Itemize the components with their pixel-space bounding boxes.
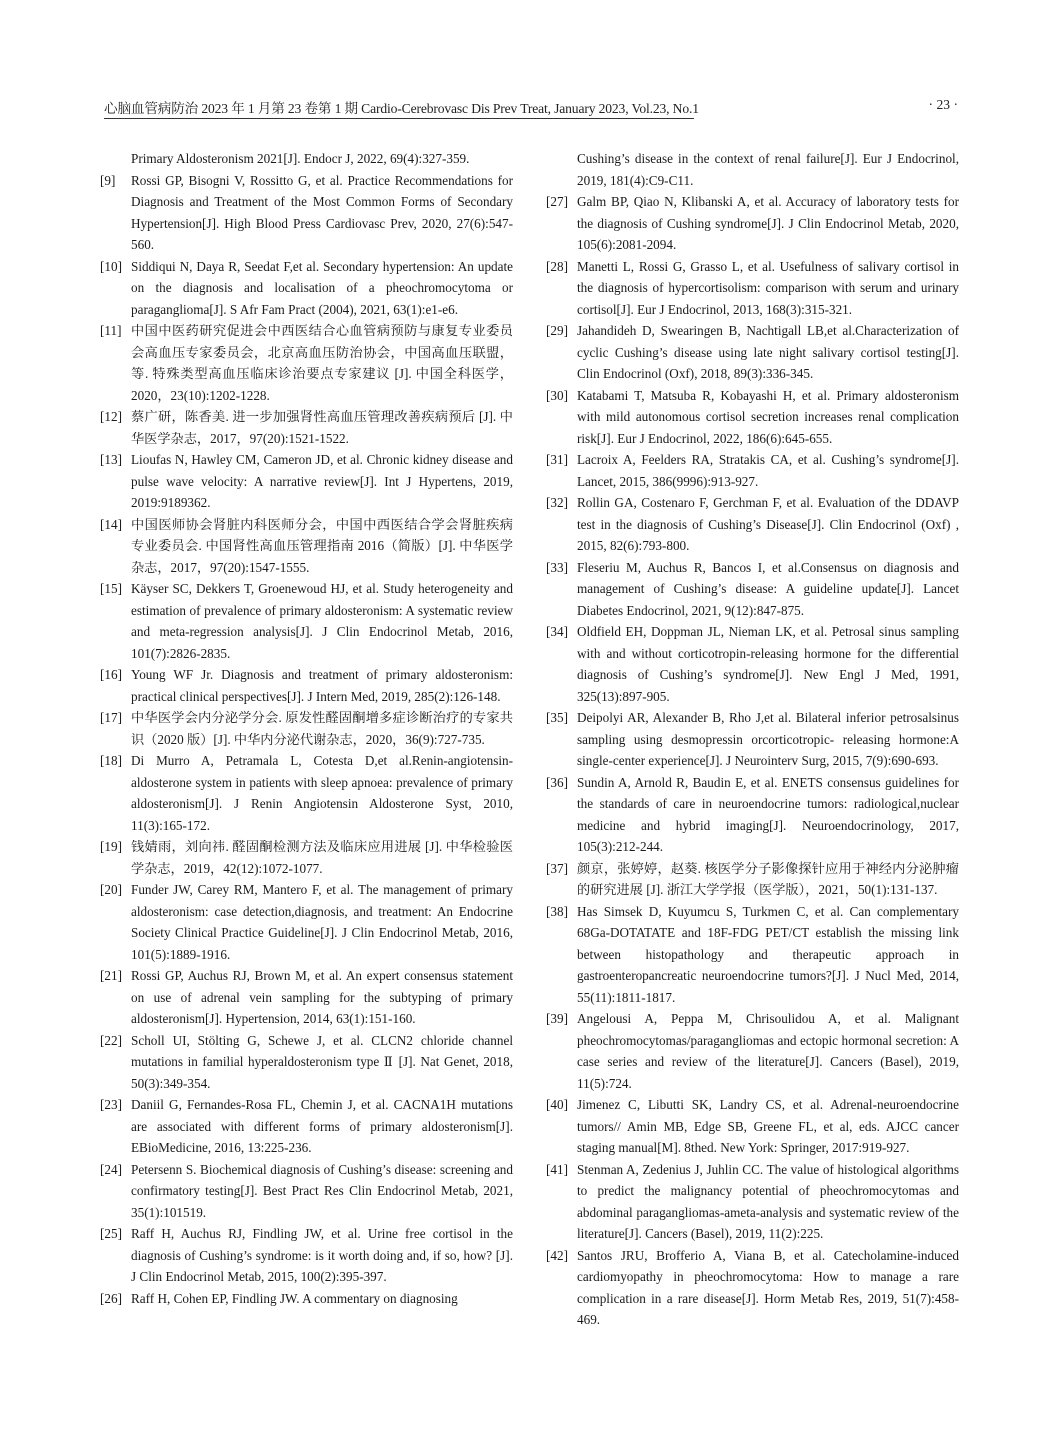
reference-entry [546, 621, 959, 707]
reference-number: [41] [546, 1161, 568, 1177]
reference-entry [100, 514, 513, 579]
reference-number: [29] [546, 323, 568, 338]
reference-number: [16] [100, 667, 122, 682]
reference-number: [33] [546, 559, 568, 575]
reference-number: [24] [100, 1161, 122, 1177]
reference-text: Cushing’s disease in the context of renal failure[J]. Eur J Endocrinol, 2019, 181(4):C9-C11. [577, 151, 959, 188]
reference-entry [546, 1094, 959, 1159]
journal-header: 心脑血管病防治 2023 年 1 月第 23 卷第 1 期 Cardio-Cerebrovasc Dis Prev Treat, January 2023, Vol.23, No.1 [104, 101, 699, 116]
reference-text: 中国中医药研究促进会中西医结合心血管病预防与康复专业委员会高血压专家委员会，北京高血压防治协会，中国高血压联盟，等. 特殊类型高血压临床诊治要点专家建议 [J]. 中国全科医学，2020，23(10):1202-1228. [131, 323, 513, 403]
reference-text: Funder JW, Carey RM, Mantero F, et al. The management of primary aldosteronism: case detection,diagnosis, and treatment: An Endocrine Society Clinical Practice Guideline[J]. J Clin Endocrinol Metab, 2016, 101(5):1889-1916. [131, 882, 513, 962]
reference-number: [31] [546, 452, 568, 467]
reference-entry [546, 256, 959, 321]
reference-text: Petersenn S. Biochemical diagnosis of Cushing’s disease: screening and confirmatory testing[J]. Best Pract Res Clin Endocrinol Metab, 2021, 35(1):101519. [131, 1161, 513, 1220]
reference-number: [22] [100, 1032, 122, 1048]
reference-number: [37] [546, 860, 568, 876]
reference-text: Has Simsek D, Kuyumcu S, Turkmen C, et al. Can complementary 68Ga-DOTATATE and 18F-FDG PET/CT establish the missing link between histopathology and therapeutic approach in gastroenteropancreatic neuroendocrine tumors?[J]. J Nucl Med, 2014, 55(11):1811-1817. [577, 903, 959, 1005]
reference-entry [100, 320, 513, 406]
reference-number: [21] [100, 968, 122, 983]
reference-number: [17] [100, 710, 122, 725]
reference-entry [546, 385, 959, 450]
reference-text: Primary Aldosteronism 2021[J]. Endocr J, 2022, 69(4):327-359. [131, 151, 470, 166]
reference-text: Scholl UI, Stölting G, Schewe J, et al. CLCN2 chloride channel mutations in familial hyperaldosteronism type Ⅱ [J]. Nat Genet, 2018, 50(3):349-354. [131, 1032, 513, 1091]
reference-entry [100, 965, 513, 1030]
reference-number: [14] [100, 516, 122, 532]
reference-text: 蔡广研，陈香美. 进一步加强肾性高血压管理改善疾病预后 [J]. 中华医学杂志，2017，97(20):1521-1522. [131, 409, 513, 446]
reference-entry [100, 148, 513, 170]
right-column [546, 148, 959, 1331]
reference-entry [100, 750, 513, 836]
reference-entry [100, 707, 513, 750]
reference-number: [10] [100, 258, 122, 274]
reference-text: Oldfield EH, Doppman JL, Nieman LK, et al. Petrosal sinus sampling with and without corticotropin-releasing hormone for the differential diagnosis of Cushing’s syndrome[J]. New Engl J Med, 1991, 325(13):897-905. [577, 624, 959, 704]
reference-text: Manetti L, Rossi G, Grasso L, et al. Usefulness of salivary cortisol in the diagnosis of hypercortisolism: comparison with serum and urinary cortisol[J]. Eur J Endocrinol, 2013, 168(3):315-321. [577, 258, 959, 317]
reference-entry [100, 256, 513, 321]
reference-text: Katabami T, Matsuba R, Kobayashi H, et al. Primary aldosteronism with mild autonomous cortisol secretion increases renal complication risk[J]. Eur J Endocrinol, 2022, 186(6):645-655. [577, 387, 959, 446]
reference-entry [100, 836, 513, 879]
reference-text: Young WF Jr. Diagnosis and treatment of primary aldosteronism: practical clinical perspectives[J]. J Intern Med, 2019, 285(2):126-148. [131, 667, 513, 704]
reference-entry [100, 1223, 513, 1288]
reference-number: [26] [100, 1290, 122, 1306]
reference-entry [546, 320, 959, 385]
reference-text: Jimenez C, Libutti SK, Landry CS, et al. Adrenal-neuroendocrine tumors// Amin MB, Edge SB, Greene FL, et al, eds. AJCC cancer staging manual[M]. 8thed. New York: Springer, 2017:919-927. [577, 1097, 959, 1155]
reference-number: [35] [546, 710, 568, 725]
reference-number: [9] [100, 172, 116, 188]
reference-text: Käyser SC, Dekkers T, Groenewoud HJ, et al. Study heterogeneity and estimation of prevalence of primary aldosteronism: A systematic review and meta-regression analysis[J]. J Clin Endocrinol Metab, 2016, 101(7):2826-2835. [131, 581, 513, 661]
header-rule [104, 118, 694, 119]
reference-number: [23] [100, 1097, 122, 1112]
reference-number: [11] [100, 323, 122, 338]
reference-text: 中华医学会内分泌学分会. 原发性醛固酮增多症诊断治疗的专家共识（2020 版）[J]. 中华内分泌代谢杂志，2020，36(9):727-735. [131, 710, 513, 747]
reference-number: [36] [546, 774, 568, 790]
reference-text: Stenman A, Zedenius J, Juhlin CC. The value of histological algorithms to predict the malignancy potential of pheochromocytomas and abdominal paragangliomas-ameta-analysis and systematic review of the literature[J]. Cancers (Basel), 2019, 11(2):225. [577, 1161, 959, 1241]
reference-text: Lacroix A, Feelders RA, Stratakis CA, et al. Cushing’s syndrome[J]. Lancet, 2015, 386(9996):913-927. [577, 452, 959, 489]
reference-number: [27] [546, 194, 568, 209]
reference-text: Angelousi A, Peppa M, Chrisoulidou A, et al. Malignant pheochromocytomas/paragangliomas and ectopic hormonal secretion: A case series and review of the literature[J]. Cancers (Basel), 2019, 11(5):724. [577, 1011, 959, 1091]
reference-entry [100, 449, 513, 514]
reference-number: [15] [100, 581, 122, 596]
reference-number: [38] [546, 903, 568, 919]
reference-number: [28] [546, 258, 568, 274]
reference-number: [12] [100, 409, 122, 424]
reference-text: 钱婧雨，刘向祎. 醛固酮检测方法及临床应用进展 [J]. 中华检验医学杂志，2019，42(12):1072-1077. [131, 839, 513, 876]
reference-text: Siddiqui N, Daya R, Seedat F,et al. Secondary hypertension: An update on the diagnosis and localisation of a pheochromocytoma or paraganglioma[J]. S Afr Fam Pract (2004), 2021, 63(1):e1-e6. [131, 258, 513, 317]
reference-entry [546, 148, 959, 191]
reference-text: Daniil G, Fernandes-Rosa FL, Chemin J, et al. CACNA1H mutations are associated with different forms of primary aldosteronism[J]. EBioMedicine, 2016, 13:225-236. [131, 1097, 513, 1155]
left-column [100, 148, 513, 1309]
reference-entry [546, 449, 959, 492]
reference-text: Raff H, Cohen EP, Findling JW. A commentary on diagnosing [131, 1290, 458, 1306]
reference-text: Rossi GP, Auchus RJ, Brown M, et al. An expert consensus statement on use of adrenal vein sampling for the subtyping of primary aldosteronism[J]. Hypertension, 2014, 63(1):151-160. [131, 968, 513, 1026]
reference-number: [32] [546, 495, 568, 510]
reference-text: Fleseriu M, Auchus R, Bancos I, et al.Consensus on diagnosis and management of Cushing’s disease: A guideline update[J]. Lancet Diabetes Endocrinol, 2021, 9(12):847-875. [577, 559, 959, 618]
reference-text: Deipolyi AR, Alexander B, Rho J,et al. Bilateral inferior petrosalsinus sampling using desmopressin orcorticotropic- releasing hormone:A single-center experience[J]. J Neurointerv Surg, 2015, 7(9):690-693. [577, 710, 959, 768]
reference-entry [546, 1008, 959, 1094]
reference-text: 中国医师协会肾脏内科医师分会，中国中西医结合学会肾脏疾病专业委员会. 中国肾性高血压管理指南 2016（简版）[J]. 中华医学杂志，2017，97(20):1547-1555. [131, 516, 513, 575]
reference-text: Di Murro A, Petramala L, Cotesta D,et al.Renin-angiotensin-aldosterone system in patients with sleep apnoea: prevalence of primary aldosteronism[J]. J Renin Angiotensin Aldosterone Syst, 2010, 11(3):165-172. [131, 753, 513, 833]
reference-text: Raff H, Auchus RJ, Findling JW, et al. Urine free cortisol in the diagnosis of Cushing’s syndrome: is it worth doing and, if so, how? [J]. J Clin Endocrinol Metab, 2015, 100(2):395-397. [131, 1226, 513, 1284]
reference-entry [546, 707, 959, 772]
reference-text: Galm BP, Qiao N, Klibanski A, et al. Accuracy of laboratory tests for the diagnosis of Cushing syndrome[J]. J Clin Endocrinol Metab, 2020, 105(6):2081-2094. [577, 194, 959, 252]
reference-number: [19] [100, 839, 122, 854]
reference-entry [100, 406, 513, 449]
page-number: · 23 · [928, 97, 958, 112]
reference-number: [25] [100, 1226, 122, 1241]
reference-entry [546, 1159, 959, 1245]
reference-entry [100, 1288, 513, 1310]
reference-number: [34] [546, 624, 568, 639]
reference-number: [40] [546, 1097, 568, 1112]
reference-number: [18] [100, 753, 122, 768]
reference-entry [100, 578, 513, 664]
reference-text: Rossi GP, Bisogni V, Rossitto G, et al. Practice Recommendations for Diagnosis and Treatment of the Most Common Forms of Secondary Hypertension[J]. High Blood Press Cardiovasc Prev, 2020, 27(6):547-560. [131, 172, 513, 252]
reference-text: Sundin A, Arnold R, Baudin E, et al. ENETS consensus guidelines for the standards of care in neuroendocrine tumors: radiological,nuclear medicine and hybrid imaging[J]. Neuroendocrinology, 2017, 105(3):212-244. [577, 774, 959, 854]
reference-entry [100, 879, 513, 965]
running-header [104, 97, 958, 123]
reference-text: Jahandideh D, Swearingen B, Nachtigall LB,et al.Characterization of cyclic Cushing’s disease using late night salivary cortisol testing[J]. Clin Endocrinol (Oxf), 2018, 89(3):336-345. [577, 323, 959, 381]
reference-text: Rollin GA, Costenaro F, Gerchman F, et al. Evaluation of the DDAVP test in the diagnosis of Cushing’s Disease[J]. Clin Endocrinol (Oxf) , 2015, 82(6):793-800. [577, 495, 959, 553]
reference-entry [546, 557, 959, 622]
reference-entry [100, 1159, 513, 1224]
reference-entry [100, 170, 513, 256]
reference-number: [42] [546, 1247, 568, 1263]
reference-entry [546, 1245, 959, 1331]
reference-entry [546, 191, 959, 256]
reference-entry [546, 858, 959, 901]
reference-entry [100, 664, 513, 707]
reference-text: Santos JRU, Brofferio A, Viana B, et al. Catecholamine-induced cardiomyopathy in pheochromocytoma: How to manage a rare complication in a rare disease[J]. Horm Metab Res, 2019, 51(7):458-469. [577, 1247, 959, 1327]
reference-number: [13] [100, 452, 122, 467]
reference-text: 颜京，张婷婷，赵葵. 核医学分子影像探针应用于神经内分泌肿瘤的研究进展 [J]. 浙江大学学报（医学版），2021，50(1):131-137. [577, 860, 959, 897]
reference-number: [20] [100, 882, 122, 897]
reference-text: Lioufas N, Hawley CM, Cameron JD, et al. Chronic kidney disease and pulse wave velocity: A narrative review[J]. Int J Hypertens, 2019, 2019:9189362. [131, 452, 513, 510]
reference-entry [546, 901, 959, 1009]
reference-entry [546, 492, 959, 557]
reference-entry [100, 1094, 513, 1159]
reference-entry [100, 1030, 513, 1095]
reference-number: [39] [546, 1011, 568, 1026]
reference-entry [546, 772, 959, 858]
reference-number: [30] [546, 387, 568, 403]
